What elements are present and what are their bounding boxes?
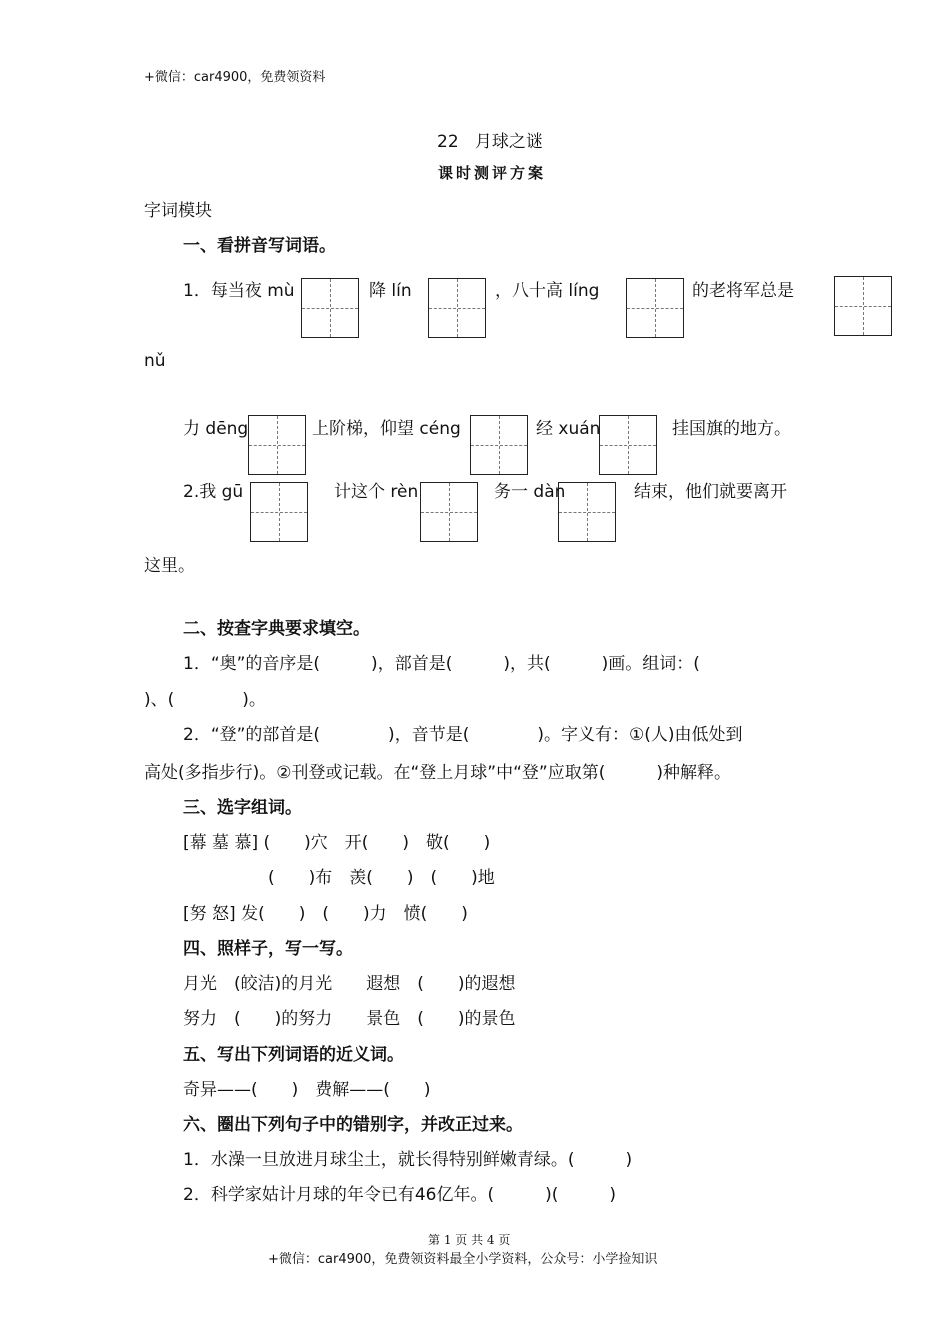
header-note: +微信：car4900，免费领资料 bbox=[144, 70, 326, 85]
writing-box[interactable] bbox=[301, 278, 359, 338]
section-2-heading: 二、按查字典要求填空。 bbox=[183, 619, 370, 639]
writing-box[interactable] bbox=[420, 482, 478, 542]
lesson-title bbox=[437, 127, 543, 152]
s6-q1: 1．水澡一旦放进月球尘土，就长得特别鲜嫩青绿。( ) bbox=[183, 1150, 633, 1170]
s3-row-1: [幕 墓 慕] ( )穴 开( ) 敬( ) bbox=[183, 833, 491, 853]
s1-line4-b: 计这个 rèn bbox=[334, 482, 419, 502]
s1-line2: nǔ bbox=[144, 351, 166, 371]
s1-line4-d: 结束，他们就要离开 bbox=[634, 482, 787, 502]
writing-box[interactable] bbox=[248, 415, 306, 475]
s5-row-1: 奇异——( ) 费解——( ) bbox=[183, 1080, 431, 1100]
writing-box[interactable] bbox=[626, 278, 684, 338]
writing-box[interactable] bbox=[428, 278, 486, 338]
lesson-number: 22 bbox=[437, 132, 459, 152]
s1-line4-a: 2.我 gū bbox=[183, 482, 244, 502]
s4-row-1: 月光 (皎洁)的月光 遐想 ( )的遐想 bbox=[183, 974, 516, 994]
section-1-heading: 一、看拼音写词语。 bbox=[183, 236, 336, 256]
s1-line3-d: 挂国旗的地方。 bbox=[672, 419, 791, 439]
s1-line1-a: 1．每当夜 mù bbox=[183, 281, 295, 301]
section-6-heading: 六、圈出下列句子中的错别字，并改正过来。 bbox=[183, 1115, 523, 1135]
footer-note: +微信：car4900，免费领资料最全小学资料，公众号：小学捡知识 bbox=[268, 1252, 658, 1267]
s2-q2-a: 2．“登”的部首是( )，音节是( )。字义有：①(人)由低处到 bbox=[183, 725, 743, 745]
writing-box[interactable] bbox=[834, 276, 892, 336]
module-heading: 字词模块 bbox=[144, 201, 212, 221]
subtitle: 课时测评方案 bbox=[438, 164, 547, 182]
s2-q1-b: )、( )。 bbox=[144, 690, 266, 710]
section-4-heading: 四、照样子，写一写。 bbox=[183, 939, 353, 959]
s1-line4-c: 务一 dàn bbox=[494, 482, 566, 502]
writing-box[interactable] bbox=[250, 482, 308, 542]
s1-line1-b: 降 lín bbox=[369, 281, 412, 301]
section-5-heading: 五、写出下列词语的近义词。 bbox=[183, 1045, 404, 1065]
s1-line5: 这里。 bbox=[144, 556, 195, 576]
s3-row-3: [努 怒] 发( ) ( )力 愤( ) bbox=[183, 904, 468, 924]
page-number: 第 1 页 共 4 页 bbox=[428, 1233, 511, 1247]
s1-line3-a: 力 dēng bbox=[183, 419, 249, 439]
s3-row-2: ( )布 羡( ) ( )地 bbox=[268, 868, 495, 888]
writing-box[interactable] bbox=[470, 415, 528, 475]
s1-line1-d: 的老将军总是 bbox=[692, 281, 794, 301]
s6-q2: 2．科学家姑计月球的年令已有46亿年。( )( ) bbox=[183, 1185, 616, 1205]
lesson-name: 月球之谜 bbox=[474, 132, 543, 152]
s1-line3-c: 经 xuán bbox=[536, 419, 601, 439]
writing-box[interactable] bbox=[599, 415, 657, 475]
section-3-heading: 三、选字组词。 bbox=[183, 798, 302, 818]
s1-line1-c: ，八十高 líng bbox=[495, 281, 600, 301]
s2-q2-b: 高处(多指步行)。②刊登或记载。在“登上月球”中“登”应取第( )种解释。 bbox=[144, 763, 731, 783]
s2-q1-a: 1．“奥”的音序是( )，部首是( )，共( )画。组词：( bbox=[183, 654, 700, 674]
s4-row-2: 努力 ( )的努力 景色 ( )的景色 bbox=[183, 1009, 516, 1029]
s1-line3-b: 上阶梯，仰望 céng bbox=[312, 419, 461, 439]
writing-box[interactable] bbox=[558, 482, 616, 542]
